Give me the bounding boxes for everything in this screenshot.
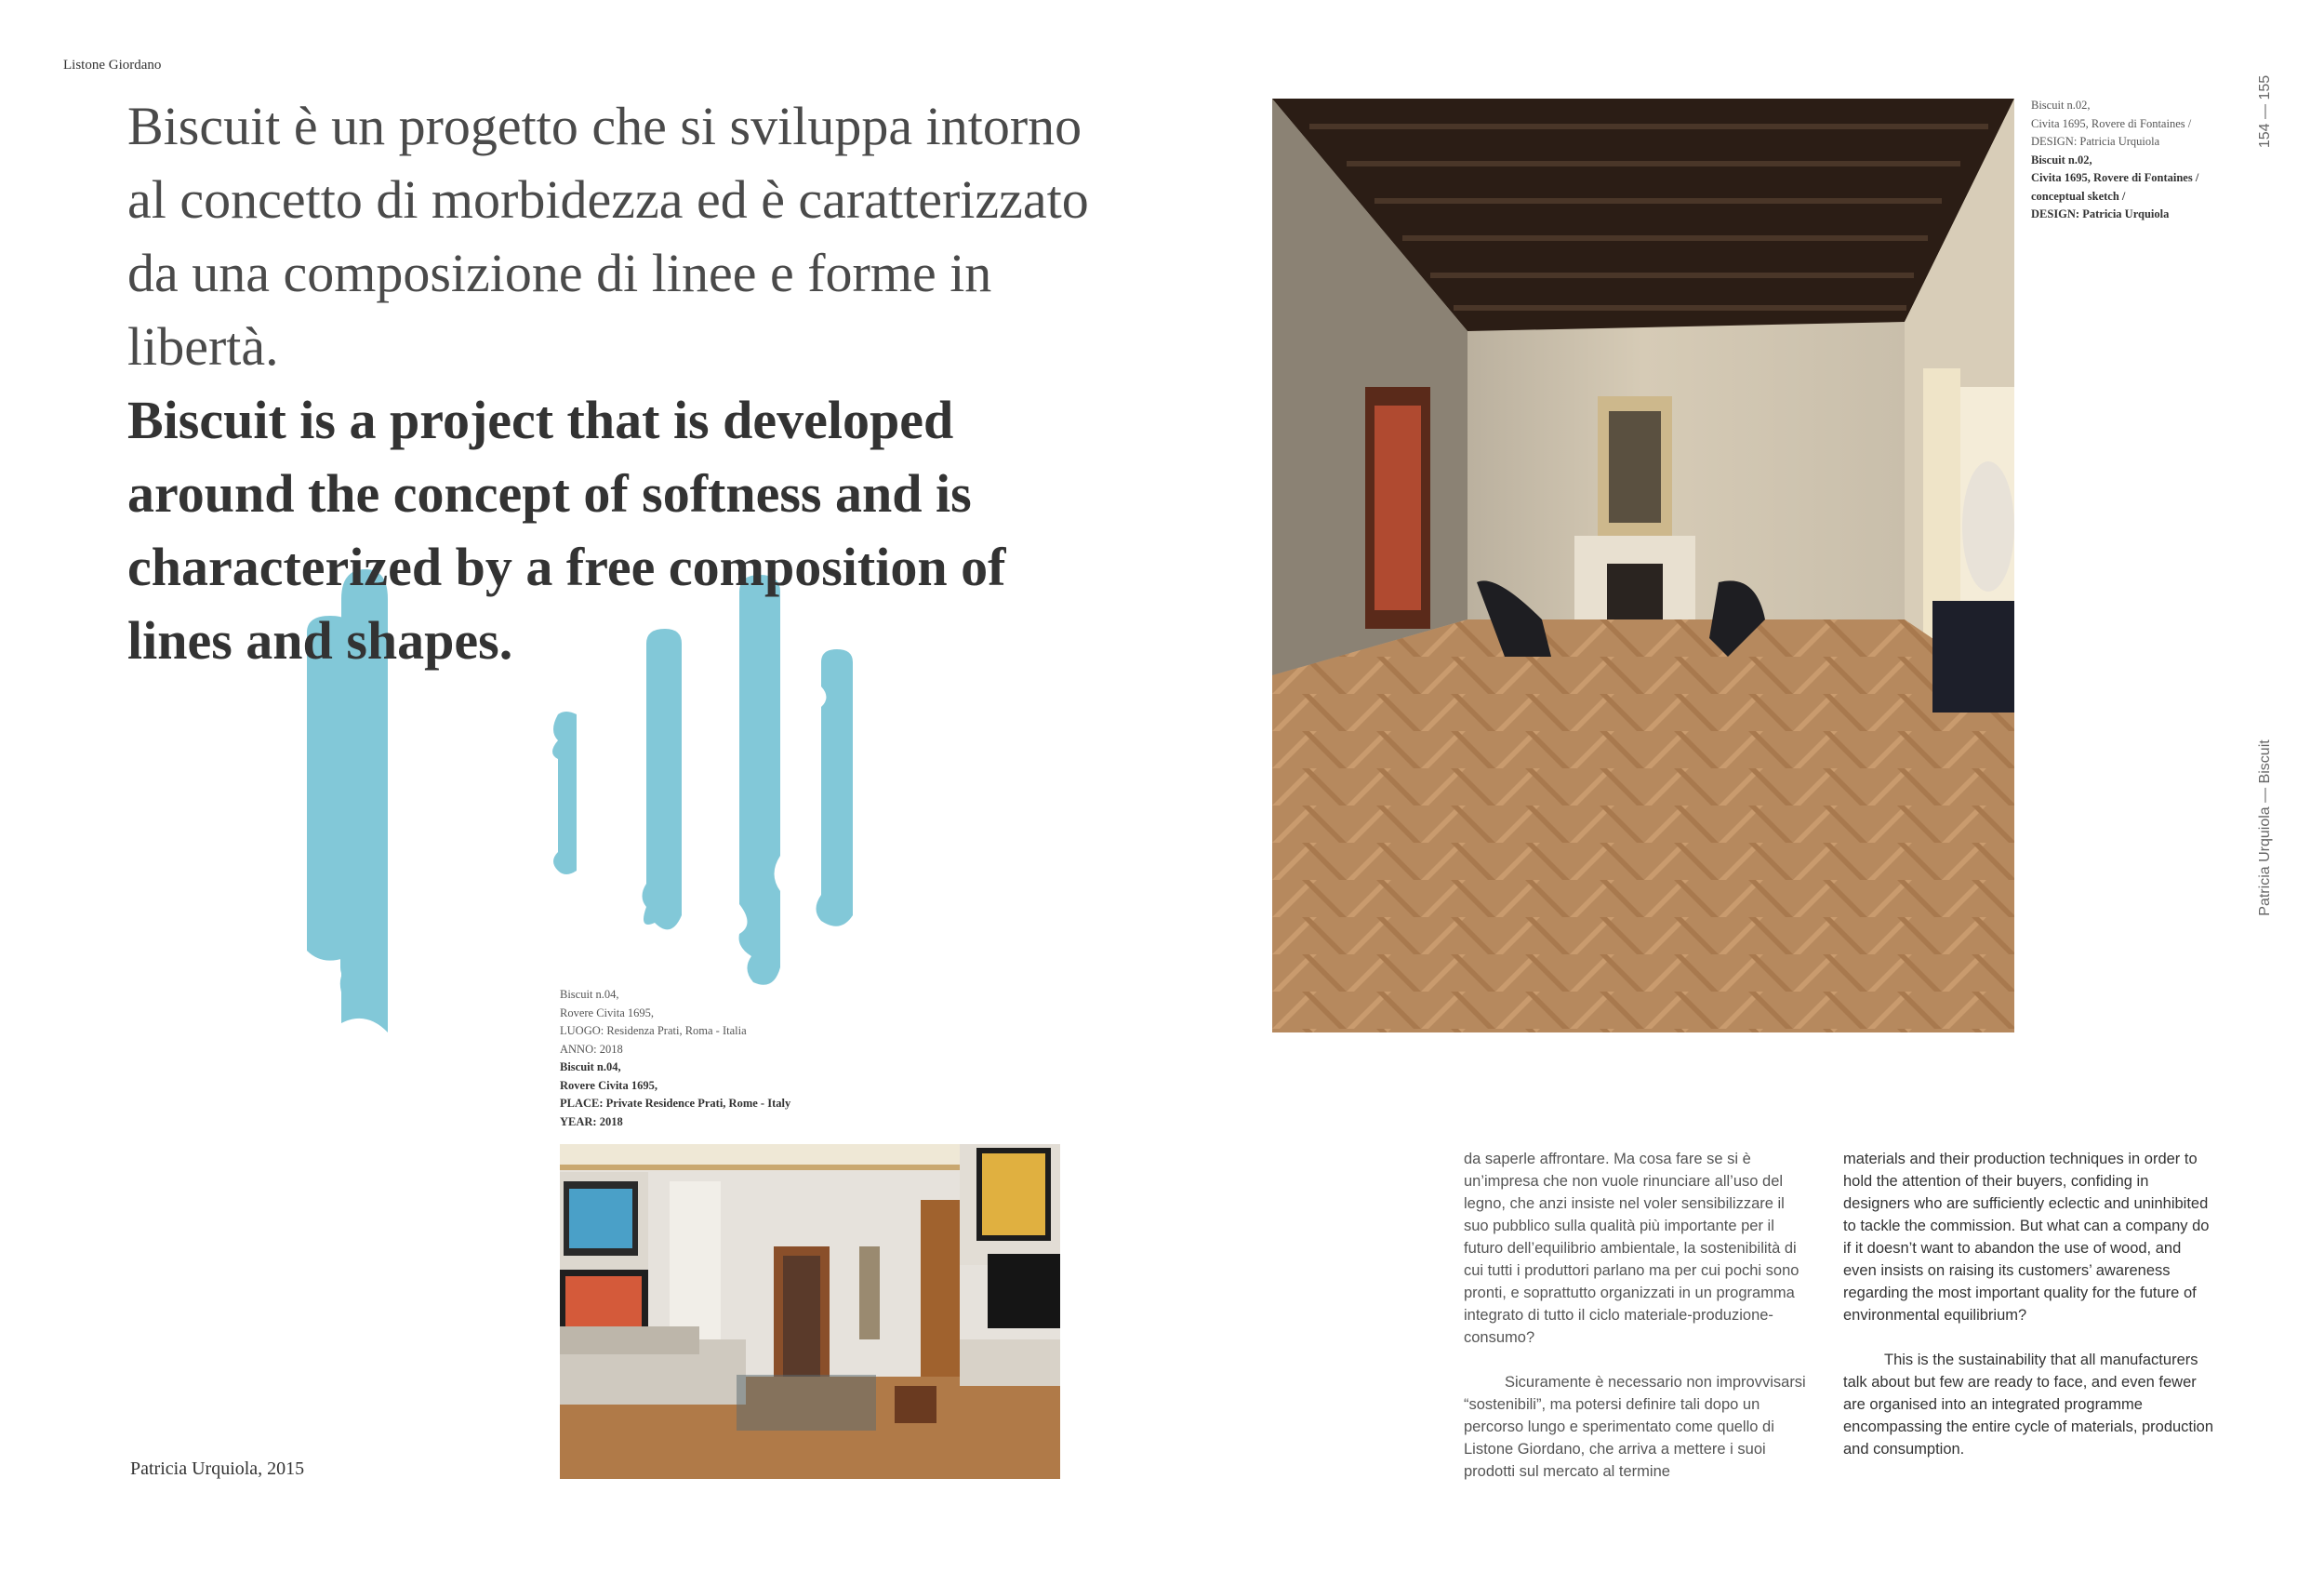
caption-line-bold: Biscuit n.02,	[2031, 153, 2092, 166]
paragraph: da saperle affrontare. Ma cosa fare se si è un’impresa che non vuole rinunciare all’uso del legno, che anzi insiste nel voler sensibilizzare il suo pubblico sulla qualità più importante per il futuro dell’equilibrio ambientale, la sostenibilità di cui tutti i produttori parlano ma per cui pochi sono pronti, e soprattutto organizzati in un programma integrato di tutto il ciclo materiale-produzione-consumo?	[1464, 1151, 1799, 1346]
page-numbers-text: 154 — 155	[2257, 74, 2273, 149]
caption-line: Biscuit n.04,	[560, 988, 619, 1001]
caption-line-bold: Rovere Civita 1695,	[560, 1078, 657, 1092]
caption-line: Rovere Civita 1695,	[560, 1006, 655, 1019]
caption-biscuit-04	[560, 986, 839, 1131]
caption-line-bold: DESIGN: Patricia Urquiola	[2031, 207, 2170, 220]
lead-quote	[127, 89, 1113, 677]
paragraph: Sicuramente è necessario non improvvisarsi “sostenibili”, ma potersi definire tali dopo un percorso lungo e sperimentato come quello di Listone Giordano, che arriva a mettere i suoi prodotti sul mercato al termine	[1464, 1374, 1806, 1480]
caption-line: DESIGN: Patricia Urquiola	[2031, 135, 2160, 148]
caption-line-bold: PLACE: Private Residence Prati, Rome - Italy	[560, 1097, 791, 1110]
brand-name: Listone Giordano	[63, 58, 162, 73]
caption-line: LUOGO: Residenza Prati, Roma - Italia	[560, 1024, 747, 1037]
caption-line: ANNO: 2018	[560, 1042, 623, 1056]
caption-line: Civita 1695, Rovere di Fontaines /	[2031, 116, 2192, 130]
running-title-text: Patricia Urquiola — Biscuit	[2257, 739, 2273, 916]
body-column-english	[1843, 1148, 2215, 1460]
paragraph: materials and their production techniques in order to hold the attention of their buyers, confiding in designers who are sufficiently eclectic and uninhibited to tackle the commission. But what can a company do if it doesn’t want to abandon the use of wood, and even insists on raising its customers’ awareness regarding the most important quality for the future of environmental equilibrium?	[1843, 1151, 2210, 1324]
caption-line: Biscuit n.02,	[2031, 99, 2091, 112]
plank-4	[552, 712, 577, 874]
paragraph: This is the sustainability that all manufacturers talk about but few are ready to face, and even fewer are organised into an integrated programme encompassing the entire cycle of materials, production and consumption.	[1843, 1352, 2214, 1458]
caption-line-bold: Biscuit n.04,	[560, 1060, 621, 1073]
caption-biscuit-02	[2031, 97, 2236, 224]
caption-line-bold: Civita 1695, Rovere di Fontaines /	[2031, 171, 2199, 184]
living-room-interior-photo-icon	[560, 1144, 1060, 1479]
running-title	[2249, 707, 2282, 949]
lead-english: Biscuit is a project that is developed around the concept of softness and is characterized by a free composition of lines and shapes.	[127, 390, 1006, 671]
author-signature: Patricia Urquiola, 2015	[130, 1458, 305, 1479]
interior-room-herringbone-floor-photo-icon	[1272, 99, 2014, 1032]
page-numbers	[2249, 65, 2282, 158]
caption-line-bold: YEAR: 2018	[560, 1114, 623, 1128]
lead-italian: Biscuit è un progetto che si sviluppa intorno al concetto di morbidezza ed è caratterizzato da una composizione di linee e forme in libertà.	[127, 96, 1089, 377]
caption-line-bold: conceptual sketch /	[2031, 189, 2126, 203]
plank-7	[817, 649, 854, 926]
body-column-italian	[1464, 1148, 1813, 1483]
